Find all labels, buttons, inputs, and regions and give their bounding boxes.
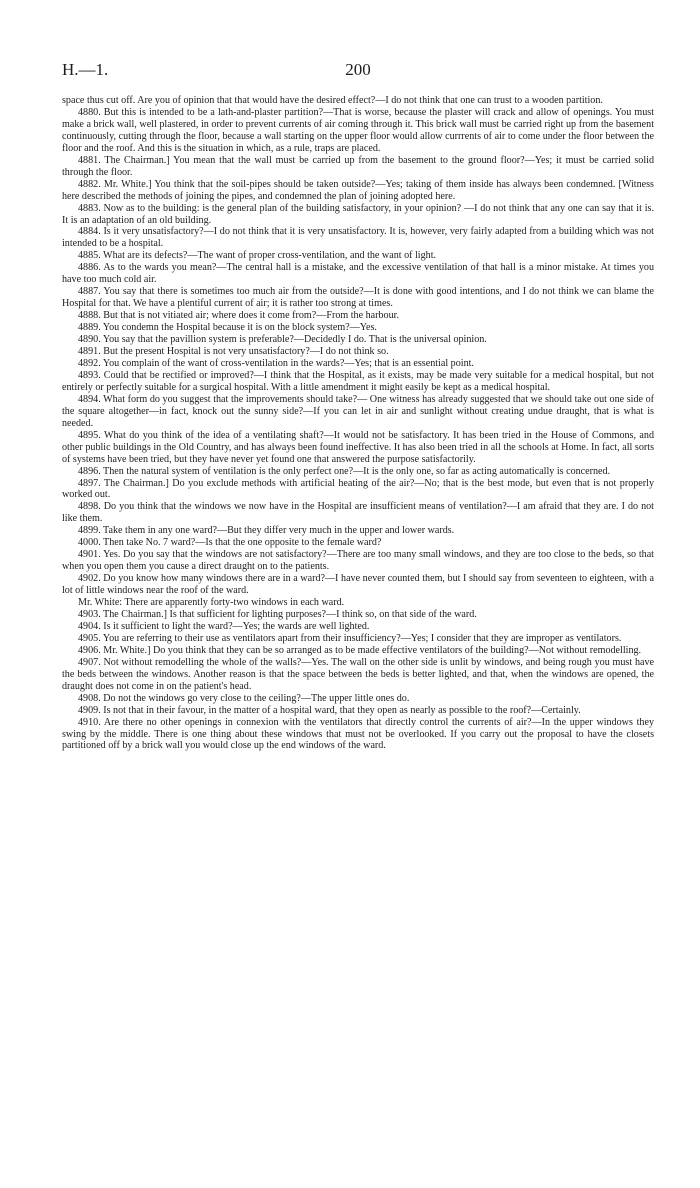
paragraph: 4884. Is it very unsatisfactory?—I do not think that it is very unsatisfactory. It is, however, very fairly adapted from a building which was not intended to be a hospital.: [62, 226, 654, 250]
paragraph: 4902. Do you know how many windows there are in a ward?—I have never counted them, but I should say from seventeen to eighteen, with a lot of little windows near the roof of the ward.: [62, 573, 654, 597]
paragraph: 4896. Then the natural system of ventilation is the only perfect one?—It is the only one, so far as acting automatically is concerned.: [78, 465, 611, 477]
paragraph: 4904. Is it sufficient to light the ward?—Yes; the wards are well lighted.: [78, 620, 370, 632]
paragraph: 4908. Do not the windows go very close to the ceiling?—The upper little ones do.: [78, 692, 410, 704]
paragraph: 4906. Mr. White.] Do you think that they can be so arranged as to be made effective ventilators of the building?—Not without remodelling.: [78, 644, 642, 656]
paragraph: 4893. Could that be rectified or improved?—I think that the Hospital, as it exists, may be made very suitable for a medical hospital, but not entirely or perfectly suitable for a surgical hospital. With a little amendment it might easily be kept as a medical hospital.: [62, 369, 654, 393]
paragraph: 4885. What are its defects?—The want of proper cross-ventilation, and the want of light.: [78, 250, 437, 262]
paragraph: 4883. Now as to the building: is the general plan of the building satisfactory, in your opinion? —I do not think that any one can say that it is. It is an adaptation of an old building.: [62, 202, 654, 226]
paragraph: 4882. Mr. White.] You think that the soil-pipes should be taken outside?—Yes; taking of them inside has always been condemned. [Witness here described the methods of joining the pipes, and condemned the plan of joining adopted here.: [62, 178, 654, 202]
paragraph: 4895. What do you think of the idea of a ventilating shaft?—It would not be satisfactory. It has been tried in the House of Commons, and other public buildings in the Old Country, and has always been found ineffective. It has also been tried in all the schools at Home. In fact, all sorts of systems have been tried, but they have never yet found one that answered the purpose satisfactorily.: [62, 429, 654, 465]
paragraph: 4000. Then take No. 7 ward?—Is that the one opposite to the female ward?: [78, 537, 382, 549]
document-body: [62, 95, 654, 752]
paragraph: 4889. You condemn the Hospital because it is on the block system?—Yes.: [78, 322, 377, 334]
paragraph: 4886. As to the wards you mean?—The central hall is a mistake, and the excessive ventilation of that hall is a minor mistake. At times you have too much cold air.: [62, 262, 654, 286]
paragraph: 4903. The Chairman.] Is that sufficient for lighting purposes?—I think so, on that side of the ward.: [78, 608, 477, 620]
paragraph: Mr. White: There are apparently forty-two windows in each ward.: [78, 597, 345, 609]
page-code: H.—1.: [62, 60, 109, 79]
paragraph: 4901. Yes. Do you say that the windows are not satisfactory?—There are too many small windows, and they are too close to the beds, so that when you open them you cause a direct draught on to the patients.: [62, 549, 654, 573]
page-number: 200: [345, 60, 371, 79]
paragraph: 4910. Are there no other openings in connexion with the ventilators that directly control the currents of air?—In the upper windows they swing by the middle. There is one thing about these windows that must not be overlooked. If you carry out the proposal to have the closets partitioned off by a brick wall you would close up the end windows of the ward.: [62, 716, 654, 752]
paragraph: 4892. You complain of the want of cross-ventilation in the wards?—Yes; that is an essential point.: [78, 357, 474, 369]
paragraph: 4897. The Chairman.] Do you exclude methods with artificial heating of the air?—No; that is the best mode, but even that is not properly worked out.: [62, 477, 654, 501]
paragraph: 4905. You are referring to their use as ventilators apart from their insufficiency?—Yes; I consider that they are improper as ventilators.: [78, 632, 622, 644]
paragraph: 4887. You say that there is sometimes too much air from the outside?—It is done with good intentions, and I do not think we can blame the Hospital for that. We have a plentiful current of air; it is rather too strong at times.: [62, 286, 654, 310]
paragraph: 4890. You say that the pavillion system is preferable?—Decidedly I do. That is the universal opinion.: [78, 334, 487, 346]
paragraph: 4881. The Chairman.] You mean that the wall must be carried up from the basement to the ground floor?—Yes; it must be carried solid through the floor.: [62, 154, 654, 178]
paragraph: 4909. Is not that in their favour, in the matter of a hospital ward, that they open as nearly as possible to the roof?—Certainly.: [78, 704, 581, 716]
paragraph: 4891. But the present Hospital is not very unsatisfactory?—I do not think so.: [78, 346, 389, 358]
paragraph: space thus cut off. Are you of opinion that that would have the desired effect?—I do not think that one can trust to a wooden partition.: [62, 95, 603, 106]
paragraph: 4899. Take them in any one ward?—But they differ very much in the upper and lower wards.: [78, 525, 455, 537]
paragraph: 4898. Do you think that the windows we now have in the Hospital are insufficient means of ventilation?—I am afraid that they are. I do not like them.: [62, 501, 654, 525]
paragraph: 4888. But that is not vitiated air; where does it come from?—From the harbour.: [78, 310, 399, 322]
paragraph: 4907. Not without remodelling the whole of the walls?—Yes. The wall on the other side is unlit by windows, and being rough you must have the beds between the windows. Another reason is that the space between the beds is better lighted, and that, when the windows are opened, the draught does not come in on the patient's head.: [62, 656, 654, 692]
page-header: [62, 60, 654, 84]
paragraph: 4894. What form do you suggest that the improvements should take?— One witness has already suggested that we should take out one side of the square altogether—in fact, knock out the sunny side?—If you can let in air and sunlight without creating undue draught, that is what is needed.: [62, 393, 654, 429]
paragraph: 4880. But this is intended to be a lath-and-plaster partition?—That is worse, because the plaster will crack and allow of openings. You must make a brick wall, well plastered, in order to prevent currents of air coming through it. This brick wall must be carried right up from the basement continuously, cutting through the floor, because a wall starting on the upper floor would allow currrents of air to come under the floor between the floor and the roof. And this is the situation in which, as a rule, traps are placed.: [62, 106, 654, 154]
